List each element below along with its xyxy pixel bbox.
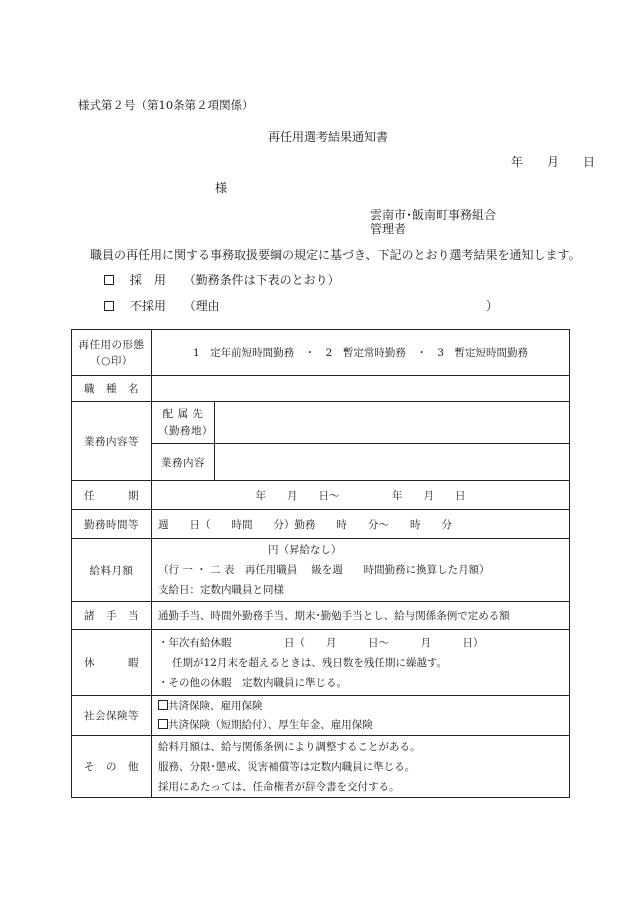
other-label: そ の 他 xyxy=(72,736,152,798)
duties-label: 業務内容等 xyxy=(72,402,152,481)
body-text: 職員の再任用に関する事務取扱要綱の規定に基づき、下記のとおり選考結果を通知します。 xyxy=(90,248,581,262)
conditions-table xyxy=(71,329,570,798)
insurance-option-1[interactable]: 共済保険、雇用保険 xyxy=(158,697,563,716)
sender-org: 雲南市･飯南町事務組合 xyxy=(370,208,497,222)
reject-note: （理由 xyxy=(183,299,220,313)
reject-checkbox[interactable] xyxy=(104,301,114,311)
adopt-checkbox[interactable] xyxy=(104,275,114,285)
sender-title: 管理者 xyxy=(370,222,407,236)
form-type-label: 再任用の形態 （○印） xyxy=(72,330,152,376)
row-insurance xyxy=(72,696,570,736)
leave-carryover: 任期が12月末を超えるときは、残日数を残任期に繰越す。 xyxy=(172,656,448,669)
hours-label: 勤務時間等 xyxy=(72,510,152,539)
other-value xyxy=(152,736,570,798)
row-other xyxy=(72,736,570,798)
row-leave xyxy=(72,630,570,696)
other-leave: ・その他の休暇 定数内職員に準じる。 xyxy=(158,676,347,689)
addressee-suffix: 様 xyxy=(215,181,228,195)
allowance-label: 諸 手 当 xyxy=(72,602,152,630)
insurance-checkbox-2[interactable] xyxy=(158,719,168,729)
annual-leave: ・年次有給休暇 日（ 月 日～ 月 日） xyxy=(158,636,484,649)
duty-content-label: 業務内容 xyxy=(152,444,215,481)
salary-amount: 円（昇給なし） xyxy=(268,544,342,556)
row-term xyxy=(72,481,570,510)
hours-value[interactable]: 週 日（ 時間 分）勤務 時 分～ 時 分 xyxy=(152,510,570,539)
reject-label: 不採用 xyxy=(129,299,166,313)
salary-basis: （行 一 ・ 二 表 再任用職員 級を週 時間勤務に換算した月額） xyxy=(158,564,490,576)
row-job-type xyxy=(72,376,570,402)
reject-close: ） xyxy=(486,299,499,313)
page-title: 再任用選考結果通知書 xyxy=(268,130,389,144)
row-hours xyxy=(72,510,570,539)
adopt-label: 採 用 xyxy=(129,273,166,287)
other-note-2: 服務、分限･懲戒、災害補償等は定数内職員に準じる。 xyxy=(158,760,416,773)
workplace-value[interactable] xyxy=(215,402,570,444)
row-workplace xyxy=(72,402,570,444)
other-note-1: 給料月額は、給与関係条例により調整することがある。 xyxy=(158,740,421,753)
workplace-label: 配 属 先 （勤務地） xyxy=(152,402,215,444)
insurance-value xyxy=(152,696,570,736)
salary-label: 給料月額 xyxy=(72,539,152,602)
date-line: 年 月 日 xyxy=(511,155,596,169)
adopt-note: （勤務条件は下表のとおり） xyxy=(183,273,340,287)
insurance-option-2[interactable]: 共済保険（短期給付）、厚生年金、雇用保険 xyxy=(158,716,563,735)
term-label: 任 期 xyxy=(72,481,152,510)
leave-value[interactable] xyxy=(152,630,570,696)
reject-option[interactable] xyxy=(104,297,220,314)
other-note-3: 採用にあたっては、任命権者が辞令書を交付する。 xyxy=(158,780,400,793)
job-type-label: 職 種 名 xyxy=(72,376,152,402)
row-allowance xyxy=(72,602,570,630)
allowance-value: 通勤手当、時間外勤務手当、期末･勤勉手当とし、給与関係条例で定める額 xyxy=(152,602,570,630)
duty-content-value[interactable] xyxy=(215,444,570,481)
term-value[interactable]: 年 月 日～ 年 月 日 xyxy=(152,481,570,510)
form-number: 様式第２号（第10条第２項関係） xyxy=(78,98,254,112)
insurance-checkbox-1[interactable] xyxy=(158,700,168,710)
salary-payday: 支給日：定数内職員と同様 xyxy=(158,584,284,596)
form-type-value[interactable]: 1 定年前短時間勤務 ・ 2 暫定常時勤務 ・ 3 暫定短時間勤務 xyxy=(152,330,570,376)
row-salary xyxy=(72,539,570,602)
row-form-type xyxy=(72,330,570,376)
leave-label: 休 暇 xyxy=(72,630,152,696)
insurance-label: 社会保険等 xyxy=(72,696,152,736)
job-type-value[interactable] xyxy=(152,376,570,402)
adopt-option[interactable] xyxy=(104,271,340,288)
salary-value[interactable] xyxy=(152,539,570,602)
